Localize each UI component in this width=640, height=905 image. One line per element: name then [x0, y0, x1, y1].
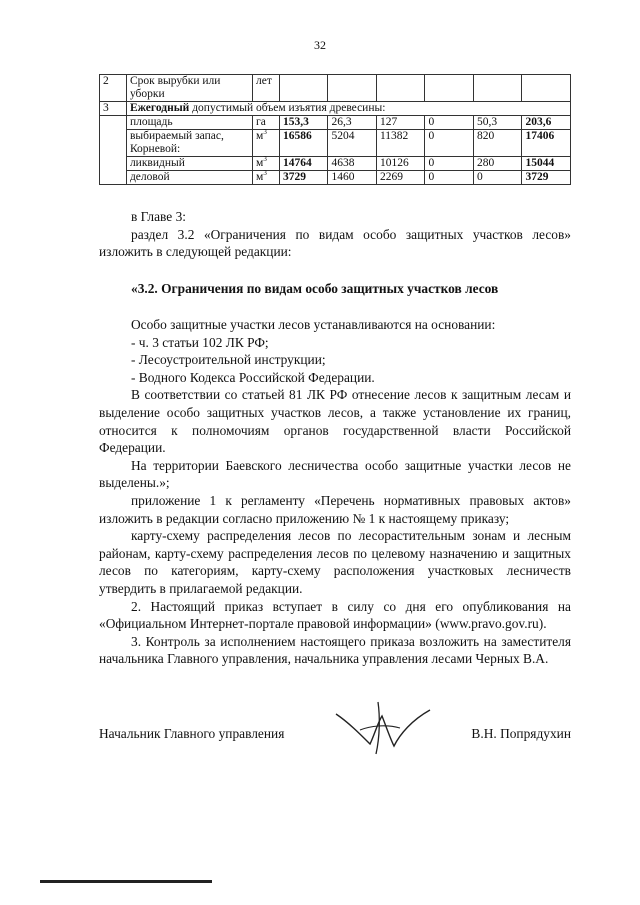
paragraph: В соответствии со статьей 81 ЛК РФ отнесение лесов к защитным лесам и выделение особо защитных участков лесов, а также установление их границ, относится к полномочиям органов государственной власти Российской Федерации.	[99, 387, 571, 456]
table-cell: 127	[376, 116, 425, 130]
paragraph: раздел 3.2 «Ограничения по видам особо защитных участков лесов» изложить в следующей редакции:	[99, 226, 571, 260]
table-cell: 153,3	[279, 116, 328, 130]
table-row	[100, 102, 571, 116]
forest-table	[99, 74, 571, 185]
table-cell: 11382	[376, 130, 425, 157]
table-total: 17406	[522, 130, 571, 157]
section-title	[126, 102, 570, 116]
table-total: 203,6	[522, 116, 571, 130]
section-title-bold: Ежегодный	[129, 102, 190, 114]
row-unit: га	[253, 116, 280, 130]
table-cell	[279, 75, 328, 102]
table-row	[100, 157, 571, 171]
table-row	[100, 75, 571, 102]
row-unit: $м^3$	[253, 130, 280, 157]
paragraph: На территории Баевского лесничества особо защитные участки лесов не выделены.»;	[99, 457, 571, 491]
table-cell: 0	[425, 157, 474, 171]
table-cell: 280	[473, 157, 522, 171]
row-number: 3	[100, 102, 127, 116]
table-cell: 0	[425, 130, 474, 157]
bottom-rule	[40, 880, 212, 883]
paragraph: карту-схему распределения лесов по лесорастительным зонам и лесным районам, карту-схему распределения лесов по целевому назначению и защитных лесов по категориям, карту-схему расположения участковых лесничеств утвердить в прилагаемой редакции.	[99, 528, 571, 596]
paragraph: приложение 1 к регламенту «Перечень нормативных правовых актов» изложить в редакции согласно приложению № 1 к настоящему приказу;	[99, 492, 571, 526]
page-number: 32	[314, 38, 326, 52]
list-item: - Водного Кодекса Российской Федерации.	[131, 369, 375, 385]
table-cell: 26,3	[328, 116, 377, 130]
table-cell: 50,3	[473, 116, 522, 130]
list-item: - Лесоустроительной инструкции;	[131, 352, 326, 368]
row-unit: лет	[253, 75, 280, 102]
table-row	[100, 116, 571, 130]
row-name: деловой	[126, 171, 252, 185]
section-heading: «3.2. Ограничения по видам особо защитных участков лесов	[131, 281, 499, 296]
table-cell	[425, 75, 474, 102]
table-cell	[328, 75, 377, 102]
table-cell: 2269	[376, 171, 425, 185]
table-cell	[376, 75, 425, 102]
row-number: 2	[100, 75, 127, 102]
table-cell: 16586	[279, 130, 328, 157]
table-cell: 820	[473, 130, 522, 157]
paragraph: в Главе 3:	[131, 209, 186, 224]
table-cell: 5204	[328, 130, 377, 157]
section-title-rest: допустимый объем изъятия древесины:	[189, 102, 386, 114]
table-cell: 10126	[376, 157, 425, 171]
paragraph: 2. Настоящий приказ вступает в силу со дня его опубликования на «Официальном Интернет-портале правовой информации» (www.pravo.gov.ru).	[99, 598, 571, 632]
row-name: выбираемый запас, Корневой:	[126, 130, 252, 157]
list-item: - ч. 3 статьи 102 ЛК РФ;	[131, 334, 269, 350]
handwritten-signature	[330, 696, 440, 756]
row-name: Срок вырубки или уборки	[126, 75, 252, 102]
signatory-position: Начальник Главного управления	[99, 726, 285, 741]
body-text	[99, 316, 571, 668]
table-cell: 1460	[328, 171, 377, 185]
paragraph: 3. Контроль за исполнением настоящего приказа возложить на заместителя начальника Главного управления, начальника управления лесами Черных В.А.	[99, 633, 571, 667]
table-cell	[473, 75, 522, 102]
row-name: площадь	[126, 116, 252, 130]
table-cell: 0	[473, 171, 522, 185]
row-unit: $м^3$	[253, 157, 280, 171]
row-name: ликвидный	[126, 157, 252, 171]
table-total: 15044	[522, 157, 571, 171]
body-text	[99, 208, 571, 261]
table-row	[100, 171, 571, 185]
table-cell: 3729	[279, 171, 328, 185]
table-cell: 0	[425, 171, 474, 185]
signatory-name: В.Н. Попрядухин	[471, 726, 571, 741]
table-row	[100, 130, 571, 157]
table-cell: 4638	[328, 157, 377, 171]
table-cell	[522, 75, 571, 102]
table-cell: 14764	[279, 157, 328, 171]
table-total: 3729	[522, 171, 571, 185]
row-unit: $м^3$	[253, 171, 280, 185]
row-number	[100, 116, 127, 185]
paragraph: Особо защитные участки лесов устанавливаются на основании:	[131, 317, 496, 332]
section-body	[99, 280, 571, 298]
table-cell: 0	[425, 116, 474, 130]
